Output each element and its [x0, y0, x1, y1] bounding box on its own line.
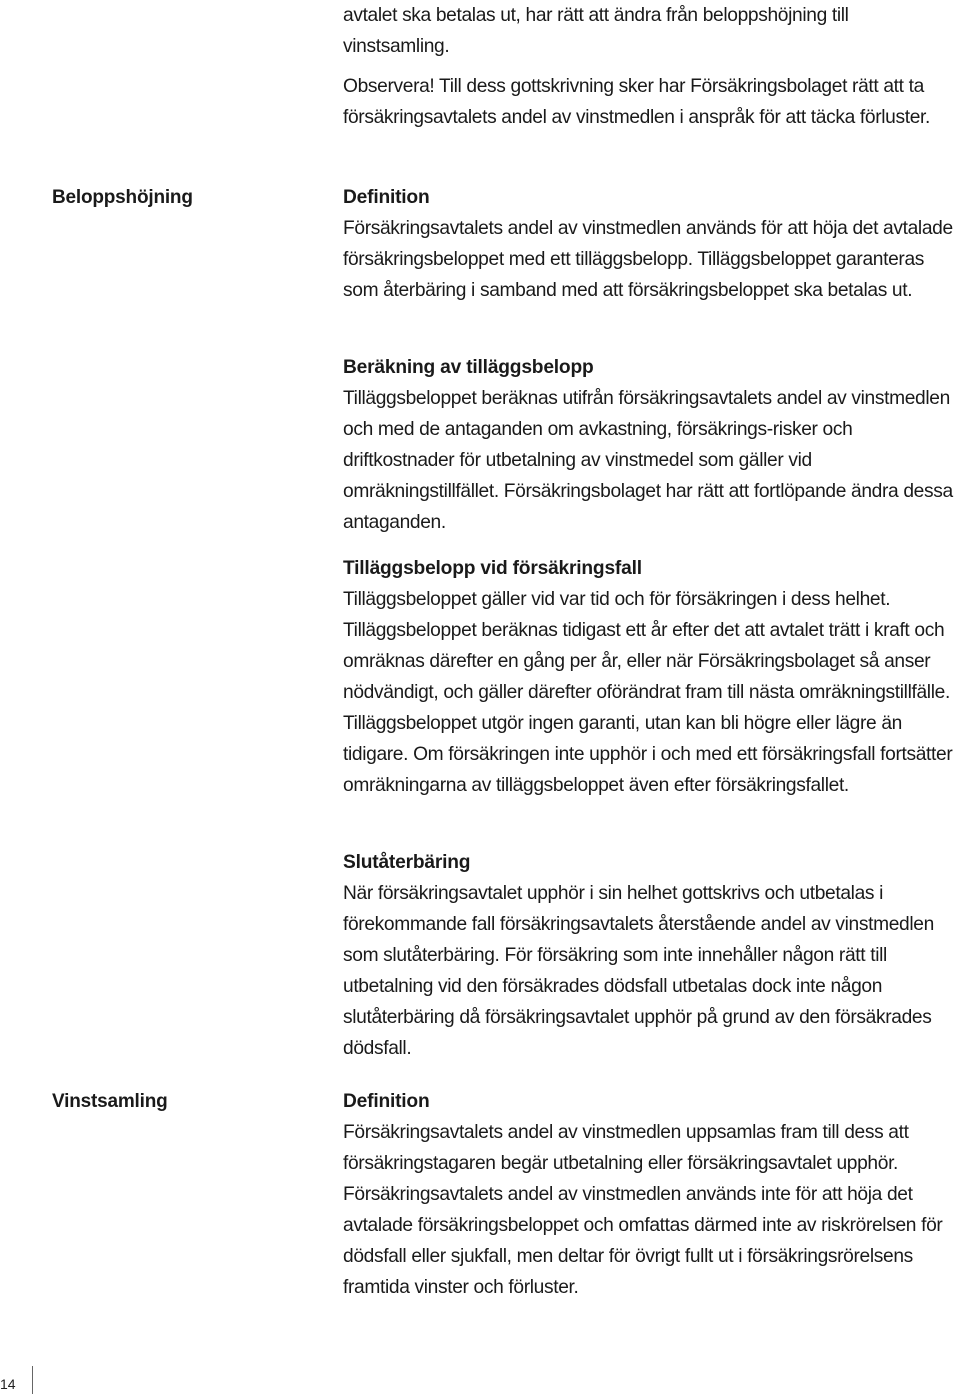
subheading-vinstsamling-definition: Definition: [343, 1091, 430, 1112]
section-heading-beloppshojning: Beloppshöjning: [52, 187, 193, 208]
slutaterbaring-text: När försäkringsavtalet upphör i sin helhet gottskrivs och utbetalas i förekommande fall försäkringsavtalets återstående andel av vinstmedlen som slutåterbäring. För försäkring som inte innehåller någon rätt till utbetalning vid den försäkrades dödsfall utbetalas dock inte någon slutåterbäring då försäkringsavtalet upphör på grund av den försäkrades dödsfall.: [343, 883, 934, 1059]
subheading-forsakringsfall: Tilläggsbelopp vid försäkringsfall: [343, 558, 642, 579]
section-heading-vinstsamling: Vinstsamling: [52, 1091, 168, 1112]
page-number: 14: [0, 1376, 16, 1392]
subheading-definition: Definition: [343, 187, 430, 208]
beloppshojning-definition: [343, 182, 957, 306]
beloppshojning-berakning: [343, 352, 957, 538]
beloppshojning-slutaterbaring: [343, 847, 957, 1064]
vinstsamling-definition-text: Försäkringsavtalets andel av vinstmedlen uppsamlas fram till dess att försäkringstagaren begär utbetalning eller försäkringsavtalet upphör. Försäkringsavtalets andel av vinstmedlen används inte för att höja det avtalade försäkringsbeloppet och omfattas därmed inte av riskrörelsen för dödsfall eller sjukfall, men deltar för övrigt fullt ut i försäkringsrörelsens framtida vinster och förluster.: [343, 1122, 943, 1298]
page-divider: [32, 1366, 33, 1394]
intro-paragraph-2: Observera! Till dess gottskrivning sker har Försäkringsbolaget rätt att ta försäkringsavtalets andel av vinstmedlen i anspråk för att täcka förluster.: [343, 76, 930, 128]
intro-paragraph-1: avtalet ska betalas ut, har rätt att ändra från beloppshöjning till vinstsamling.: [343, 5, 849, 57]
definition-text: Försäkringsavtalets andel av vinstmedlen används för att höja det avtalade försäkringsbeloppet med ett tilläggsbelopp. Tilläggsbeloppet garanteras som återbäring i samband med att försäkringsbeloppet ska betalas ut.: [343, 218, 953, 301]
berakning-text: Tilläggsbeloppet beräknas utifrån försäkringsavtalets andel av vinstmedlen och med de antaganden om avkastning, försäkrings-risker och driftkostnader för utbetalning av vinstmedel som gäller vid omräkningstillfället. Försäkringsbolaget har rätt att fortlöpande ändra dessa antaganden.: [343, 388, 953, 533]
subheading-berakning: Beräkning av tilläggsbelopp: [343, 357, 594, 378]
vinstsamling-definition: [343, 1086, 957, 1303]
forsakringsfall-text: Tilläggsbeloppet gäller vid var tid och för försäkringen i dess helhet. Tilläggsbeloppet beräknas tidigast ett år efter det att avtalet trätt i kraft och omräknas därefter en gång per år, eller när Försäkringsbolaget så anser nödvändigt, och gäller därefter oförändrat fram till nästa omräkningstillfälle. Tilläggsbeloppet utgör ingen garanti, utan kan bli högre eller lägre än tidigare. Om försäkringen inte upphör i och med ett försäkringsfall fortsätter omräkningarna av tilläggsbeloppet även efter försäkringsfallet.: [343, 589, 953, 796]
subheading-slutaterbaring: Slutåterbäring: [343, 852, 471, 873]
beloppshojning-forsakringsfall: [343, 553, 957, 801]
intro-block: [343, 0, 957, 133]
